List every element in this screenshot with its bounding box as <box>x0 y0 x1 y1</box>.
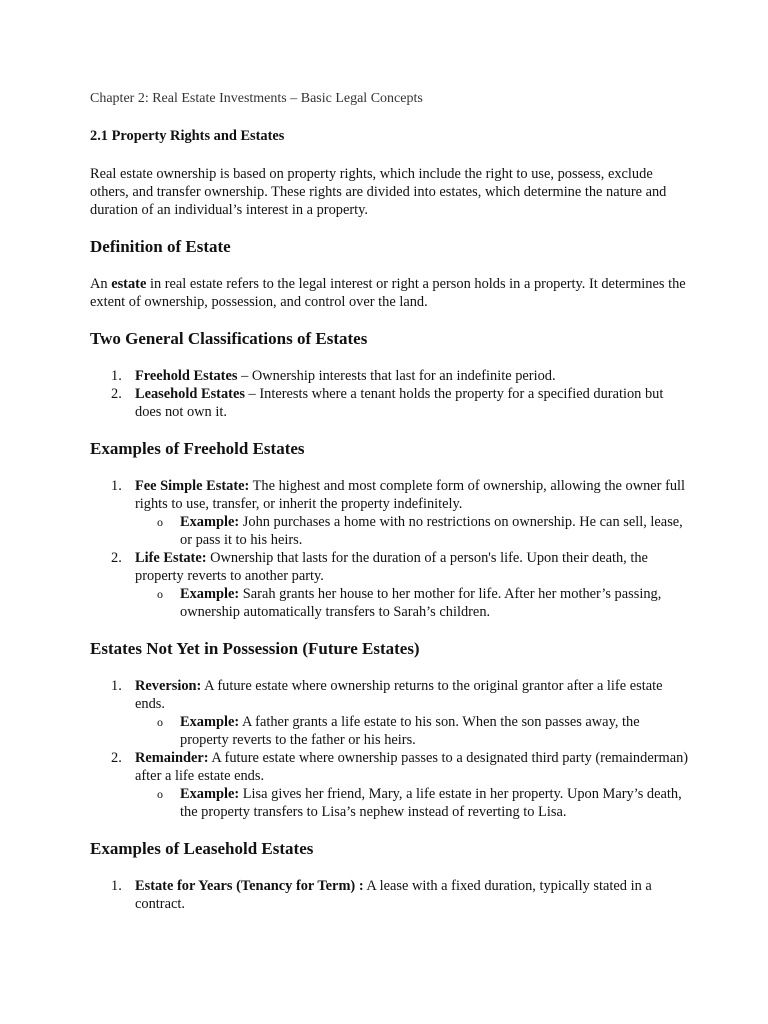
list-text: Ownership that lasts for the duration of a person's life. Upon their death, the property reverts to another party. <box>135 550 648 584</box>
hollow-bullet-icon: o <box>157 715 163 729</box>
freehold-heading: Examples of Freehold Estates <box>90 439 305 458</box>
list-text: – Ownership interests that last for an indefinite period. <box>237 368 556 384</box>
list-term: Reversion: <box>135 678 202 694</box>
chapter-header: Chapter 2: Real Estate Investments – Basic Legal Concepts <box>90 91 423 106</box>
example-label: Example: <box>180 514 240 530</box>
list-number: 2. <box>111 550 122 566</box>
list-item <box>90 749 690 821</box>
list-term: Leasehold Estates <box>135 386 245 402</box>
list-number: 1. <box>111 878 122 894</box>
list-number: 1. <box>111 368 122 384</box>
intro-paragraph: Real estate ownership is based on property rights, which include the right to use, possess, exclude others, and transfer ownership. These rights are divided into estates, which determine the nature and duration of an individual’s interest in a property. <box>90 166 667 218</box>
example-label: Example: <box>180 714 240 730</box>
example-label: Example: <box>180 586 240 602</box>
list-number: 2. <box>111 386 122 402</box>
list-text: A future estate where ownership returns to the original grantor after a life estate ends. <box>135 678 663 712</box>
list-term: Freehold Estates <box>135 368 238 384</box>
list-number: 2. <box>111 750 122 766</box>
list-term: Estate for Years (Tenancy for Term) : <box>135 878 364 894</box>
future-estates-list <box>90 677 690 821</box>
definition-paragraph <box>90 275 690 311</box>
example-text: Sarah grants her house to her mother for life. After her mother’s passing, ownership automatically transfers to Sarah’s children. <box>180 586 662 620</box>
list-number: 1. <box>111 678 122 694</box>
definition-heading: Definition of Estate <box>90 237 231 256</box>
list-term: Life Estate: <box>135 550 207 566</box>
example-text: A father grants a life estate to his son. When the son passes away, the property reverts to the father or his heirs. <box>180 714 640 748</box>
example-item <box>135 785 690 821</box>
section-title: 2.1 Property Rights and Estates <box>90 128 285 144</box>
list-item <box>90 877 690 913</box>
list-item <box>90 367 690 385</box>
list-number: 1. <box>111 478 122 494</box>
list-item <box>90 477 690 549</box>
definition-pre: An <box>90 276 112 292</box>
list-text: The highest and most complete form of ownership, allowing the owner full rights to use, transfer, or inherit the property indefinitely. <box>135 478 686 512</box>
list-item <box>90 385 690 421</box>
list-text: A lease with a fixed duration, typically stated in a contract. <box>135 878 652 912</box>
list-item <box>90 549 690 621</box>
example-list <box>135 785 690 821</box>
example-item <box>135 585 690 621</box>
leasehold-list <box>90 877 690 913</box>
freehold-list <box>90 477 690 621</box>
future-estates-heading: Estates Not Yet in Possession (Future Estates) <box>90 639 420 658</box>
list-term: Fee Simple Estate: <box>135 478 250 494</box>
example-label: Example: <box>180 786 240 802</box>
definition-term: estate <box>111 276 147 292</box>
hollow-bullet-icon: o <box>157 515 163 529</box>
classifications-list <box>90 367 690 421</box>
hollow-bullet-icon: o <box>157 787 163 801</box>
example-item <box>135 513 690 549</box>
example-list <box>135 713 690 749</box>
hollow-bullet-icon: o <box>157 587 163 601</box>
list-term: Remainder: <box>135 750 209 766</box>
list-text: – Interests where a tenant holds the property for a specified duration but does not own it. <box>135 386 664 420</box>
example-item <box>135 713 690 749</box>
example-list <box>135 585 690 621</box>
list-text: A future estate where ownership passes to a designated third party (remainderman) after a life estate ends. <box>135 750 689 784</box>
example-text: John purchases a home with no restrictions on ownership. He can sell, lease, or pass it to his heirs. <box>180 514 683 548</box>
definition-post: in real estate refers to the legal interest or right a person holds in a property. It determines the extent of ownership, possession, and control over the land. <box>90 276 686 310</box>
list-item <box>90 677 690 749</box>
leasehold-heading: Examples of Leasehold Estates <box>90 839 314 858</box>
classifications-heading: Two General Classifications of Estates <box>90 329 368 348</box>
example-list <box>135 513 690 549</box>
example-text: Lisa gives her friend, Mary, a life estate in her property. Upon Mary’s death, the property transfers to Lisa’s nephew instead of reverting to Lisa. <box>180 786 682 820</box>
